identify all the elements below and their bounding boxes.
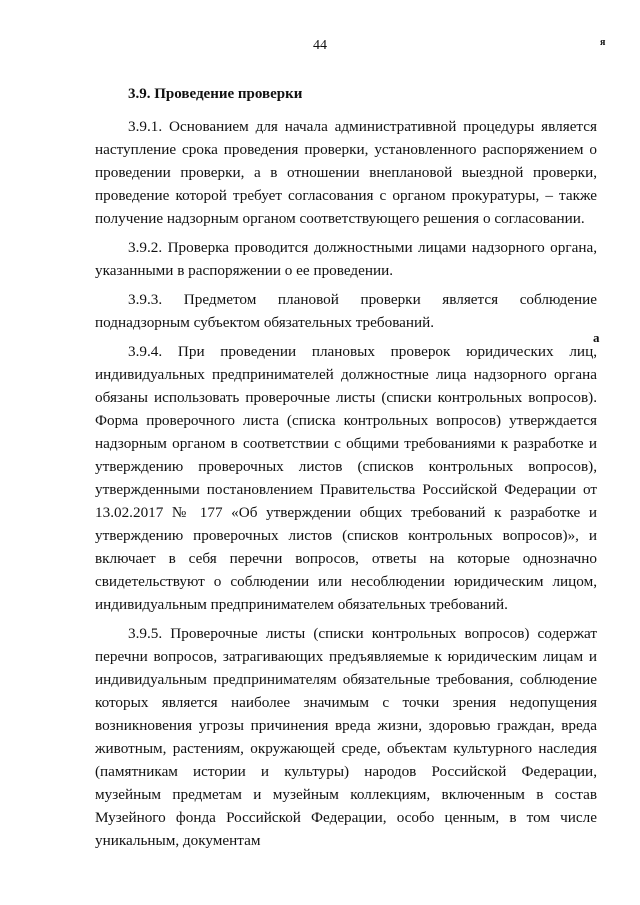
paragraph-3-9-5: 3.9.5. Проверочные листы (списки контрольных вопросов) содержат перечни вопросов, затрагивающих предъявляемые к юридическим лицам и индивидуальным предпринимателям обязательные требования, соблюдение которых является наиболее значимым с точки зрения недопущения возникновения угрозы причинения вреда жизни, здоровью граждан, вреда животным, растениям, окружающей среде, объектам культурного наследия (памятникам истории и культуры) народов Российской Федерации, музейным предметам и музейным коллекциям, включенным в состав Музейного фонда Российской Федерации, особо ценным, в том числе уникальным, документам <box>95 625 597 849</box>
margin-handwritten-mark: а <box>593 330 600 345</box>
paragraph-3-9-3: 3.9.3. Предметом плановой проверки является соблюдение поднадзорным субъектом обязательных требований. <box>95 291 597 331</box>
section-heading: 3.9. Проведение проверки <box>128 86 303 102</box>
paragraph-3-9-1: 3.9.1. Основанием для начала административной процедуры является наступление срока проведения проверки, установленного распоряжением о проведении проверки, а в отношении внеплановой выездной проверки, проведение которой требует согласования с органом прокуратуры, – также получение надзорным органом соответствующего решения о согласовании. <box>95 118 597 227</box>
paragraph-3-9-2: 3.9.2. Проверка проводится должностными лицами надзорного органа, указанными в распоряжении о ее проведении. <box>95 239 597 279</box>
corner-handwritten-mark: я <box>600 37 606 48</box>
page-number: 44 <box>313 38 327 53</box>
document-body <box>95 115 597 852</box>
paragraph-3-9-4: 3.9.4. При проведении плановых проверок юридических лиц, индивидуальных предпринимателей должностные лица надзорного органа обязаны использовать проверочные листы (списки контрольных вопросов). Форма проверочного листа (списка контрольных вопросов) утверждается надзорным органом в соответствии с общими требованиями к разработке и утверждению проверочных листов (списков контрольных вопросов), утвержденными постановлением Правительства Российской Федерации от 13.02.2017 № 177 «Об утверждении общих требований к разработке и утверждению проверочных листов (списков контрольных вопросов)», и включает в себя перечни вопросов, ответы на которые однозначно свидетельствуют о соблюдении или несоблюдении юридическим лицом, индивидуальным предпринимателем обязательных требований. <box>95 343 597 613</box>
